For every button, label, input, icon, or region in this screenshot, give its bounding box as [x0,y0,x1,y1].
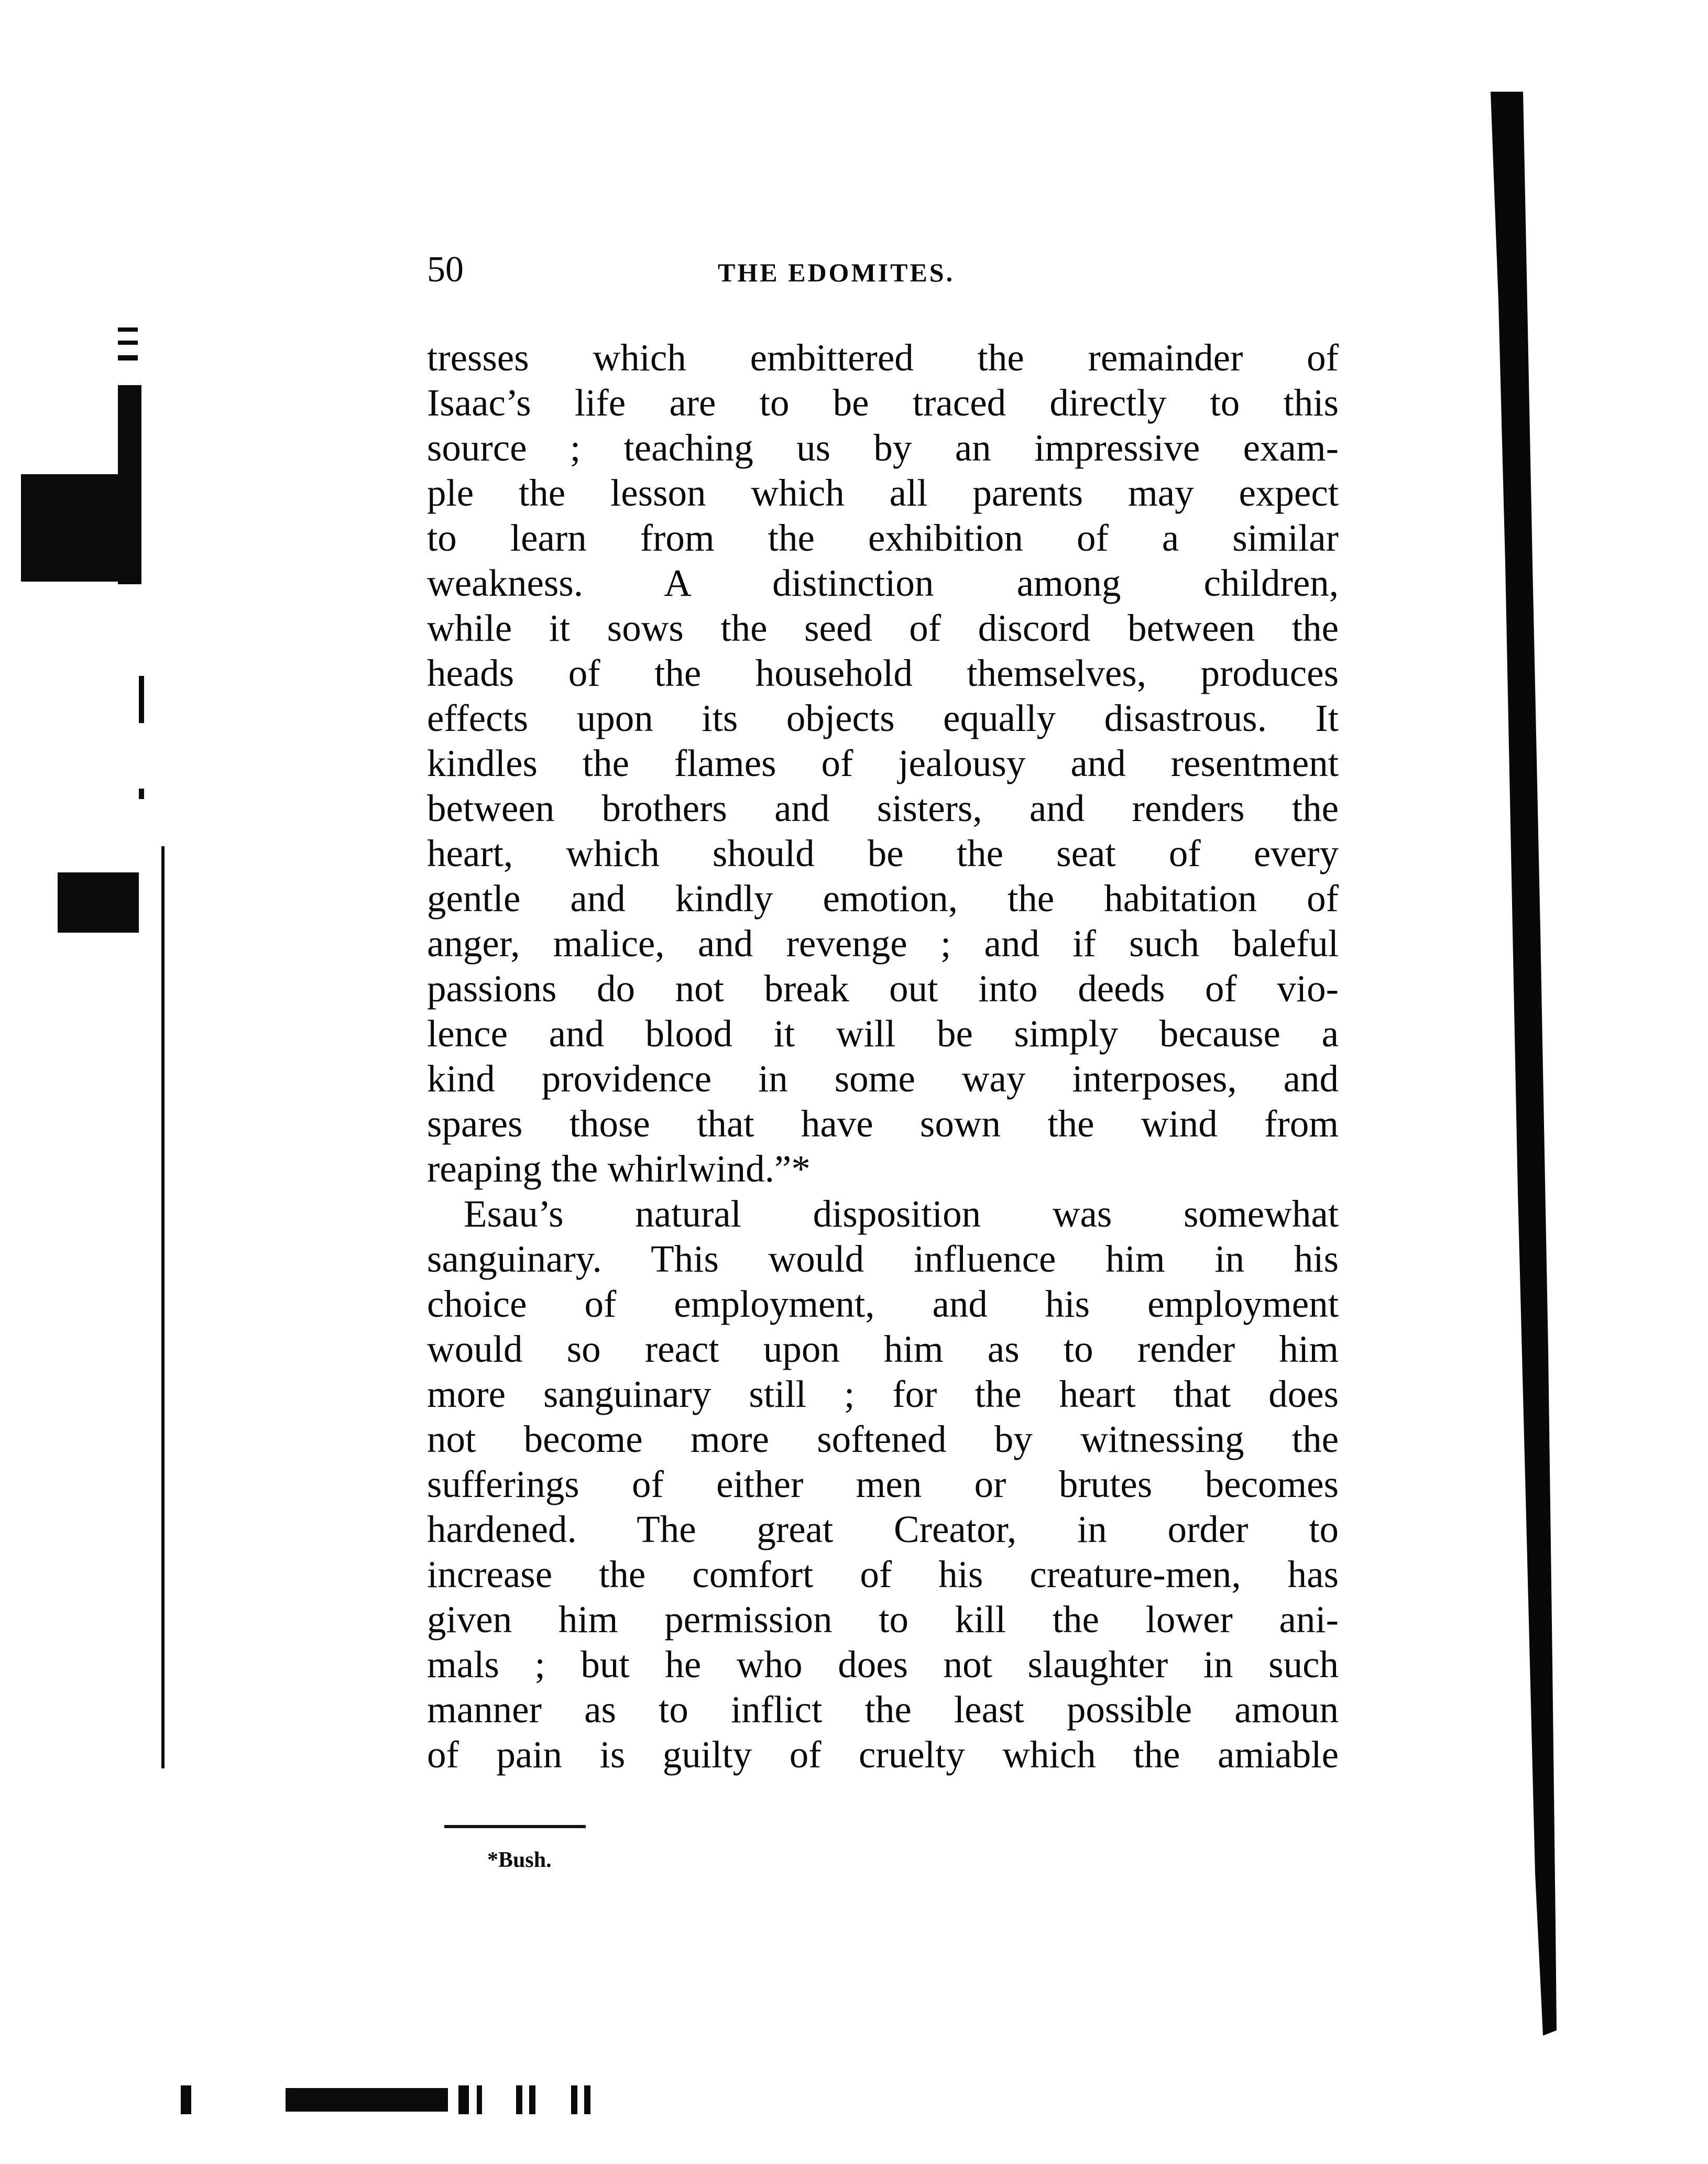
text-line: would so react upon him as to render him [427,1328,1339,1370]
scan-mark [584,2085,590,2114]
text-line: passions do not break out into deeds of vio- [427,967,1339,1010]
running-head [427,246,1333,293]
text-line: heart, which should be the seat of every [427,832,1339,875]
scan-mark [529,2085,535,2114]
text-line: effects upon its objects equally disastrous. It [427,697,1339,739]
scan-mark [139,789,144,799]
text-line: kindles the flames of jealousy and resentment [427,742,1339,784]
text-line: manner as to inflict the least possible amoun [427,1688,1339,1731]
text-line: of pain is guilty of cruelty which the amiable [427,1733,1339,1776]
scan-mark [458,2085,469,2114]
text-line: kind providence in some way interposes, and [427,1057,1339,1100]
scan-mark [161,846,165,1768]
text-line: tresses which embittered the remainder of [427,336,1339,379]
scan-mark [571,2085,577,2114]
text-line: weakness. A distinction among children, [427,562,1339,604]
text-line: ple the lesson which all parents may expect [427,472,1339,514]
text-line: to learn from the exhibition of a similar [427,517,1339,559]
text-line: source ; teaching us by an impressive exam- [427,427,1339,469]
text-line: mals ; but he who does not slaughter in such [427,1643,1339,1686]
scan-mark [118,327,138,332]
scan-mark [21,474,126,582]
scan-mark [477,2085,482,2114]
page-number: 50 [427,249,464,290]
scan-mark [139,676,144,723]
footnote: *Bush. [487,1848,552,1872]
text-line: lence and blood it will be simply because a [427,1012,1339,1055]
text-line: Esau’s natural disposition was somewhat [464,1193,1339,1235]
text-line: choice of employment, and his employment [427,1283,1339,1325]
scan-mark [181,2085,191,2114]
text-line: gentle and kindly emotion, the habitation of [427,877,1339,920]
text-line: while it sows the seed of discord between the [427,607,1339,649]
body-text [427,335,1339,1777]
footnote-rule [444,1825,586,1828]
binding-shadow-shape [1491,92,1559,2046]
binding-shadow [1491,92,1559,2046]
text-line: sanguinary. This would influence him in his [427,1238,1339,1280]
text-line: spares those that have sown the wind from [427,1102,1339,1145]
scan-mark [118,355,138,360]
scan-mark [286,2088,448,2112]
text-line: Isaac’s life are to be traced directly to this [427,381,1339,424]
scan-mark [516,2085,522,2114]
scan-mark [118,341,138,345]
text-line: given him permission to kill the lower ani- [427,1598,1339,1641]
text-line: more sanguinary still ; for the heart that does [427,1373,1339,1415]
scan-mark [58,872,139,933]
text-line: anger, malice, and revenge ; and if such baleful [427,922,1339,965]
text-line: hardened. The great Creator, in order to [427,1508,1339,1550]
running-title: THE EDOMITES. [718,258,955,287]
text-line: reaping the whirlwind.”* [427,1147,811,1190]
text-line: increase the comfort of his creature-men, has [427,1553,1339,1595]
text-line: between brothers and sisters, and renders the [427,787,1339,829]
text-line: sufferings of either men or brutes becomes [427,1463,1339,1505]
text-line: heads of the household themselves, produces [427,652,1339,694]
text-line: not become more softened by witnessing the [427,1418,1339,1460]
